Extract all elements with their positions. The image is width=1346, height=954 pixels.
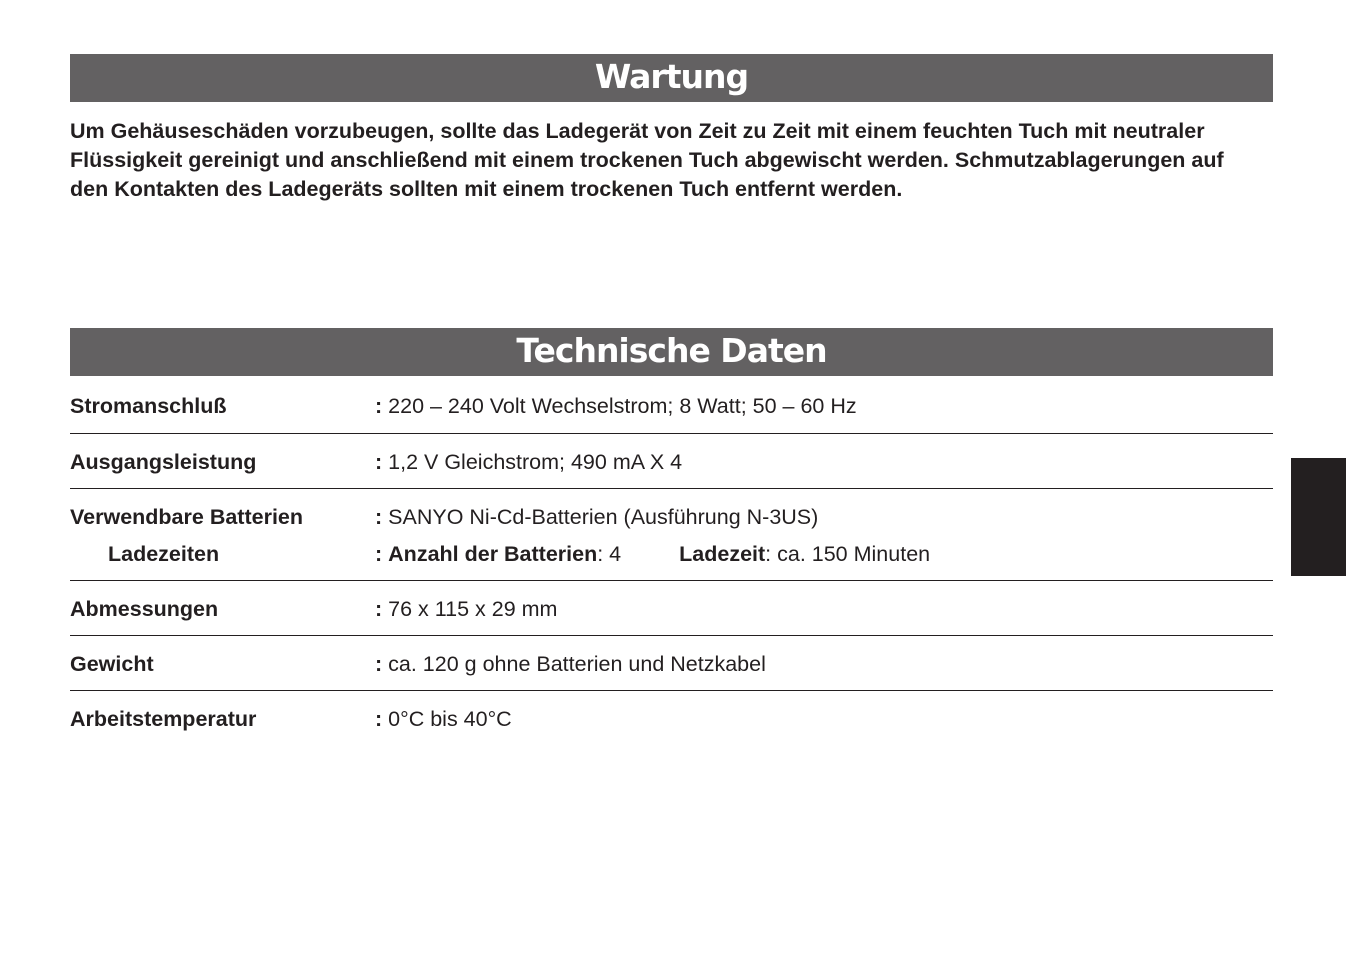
maintenance-paragraph: Um Gehäuseschäden vorzubeugen, sollte das Ladegerät von Zeit zu Zeit mit einem feuchten Tuch mit neutraler Flüssigkeit gereinigt und anschließend mit einem trockenen Tuch abgewischt werden. Schmutzablagerungen auf den Kontakten des Ladegeräts sollten mit einem trockenen Tuch entfernt werden. — [70, 119, 1224, 201]
spec-value: 1,2 V Gleichstrom; 490 mA X 4 — [388, 450, 683, 474]
spec-value-wrap — [375, 394, 857, 419]
anzahl-label: Anzahl der Batterien — [388, 542, 598, 566]
language-side-tab — [1291, 458, 1346, 576]
anzahl-value: : 4 — [597, 542, 622, 566]
colon: : — [375, 450, 383, 474]
section-title-wartung: Wartung — [70, 54, 1273, 102]
ladezeit-label: Ladezeit — [679, 542, 766, 566]
spec-label: Stromanschluß — [70, 394, 227, 418]
spec-label: Ausgangsleistung — [70, 450, 257, 474]
spec-value: 220 – 240 Volt Wechselstrom; 8 Watt; 50 – 60 Hz — [388, 394, 857, 418]
spec-value: 76 x 115 x 29 mm — [388, 597, 558, 621]
colon: : — [375, 505, 383, 529]
section-title-technische-daten: Technische Daten — [70, 328, 1273, 376]
colon: : — [375, 394, 383, 418]
colon: : — [375, 542, 383, 566]
spec-row-batterien — [70, 489, 1273, 581]
spec-value: ca. 120 g ohne Batterien und Netzkabel — [388, 652, 766, 676]
spec-label: Abmessungen — [70, 597, 219, 621]
spec-value-wrap — [375, 707, 512, 732]
spec-row-arbeitstemperatur — [70, 691, 1273, 747]
spec-row-ausgangsleistung — [70, 434, 1273, 489]
spec-row-gewicht — [70, 636, 1273, 691]
spec-label: Verwendbare Batterien — [70, 505, 304, 529]
spec-value: SANYO Ni-Cd-Batterien (Ausführung N-3US) — [388, 505, 819, 529]
colon: : — [375, 707, 383, 731]
spec-label-ladezeiten: Ladezeiten — [108, 542, 220, 566]
spec-table — [70, 378, 1273, 747]
spec-row-stromanschluss — [70, 378, 1273, 434]
spec-value-wrap — [375, 597, 557, 622]
colon: : — [375, 652, 383, 676]
spec-value-wrap — [375, 542, 930, 567]
spec-value-wrap — [375, 450, 682, 475]
spec-value-wrap — [375, 652, 766, 677]
ladezeit-value: : ca. 150 Minuten — [765, 542, 931, 566]
colon: : — [375, 597, 383, 621]
spec-value: 0°C bis 40°C — [388, 707, 512, 731]
spec-label: Gewicht — [70, 652, 154, 676]
spec-row-abmessungen — [70, 581, 1273, 636]
spec-label: Arbeitstemperatur — [70, 707, 257, 731]
